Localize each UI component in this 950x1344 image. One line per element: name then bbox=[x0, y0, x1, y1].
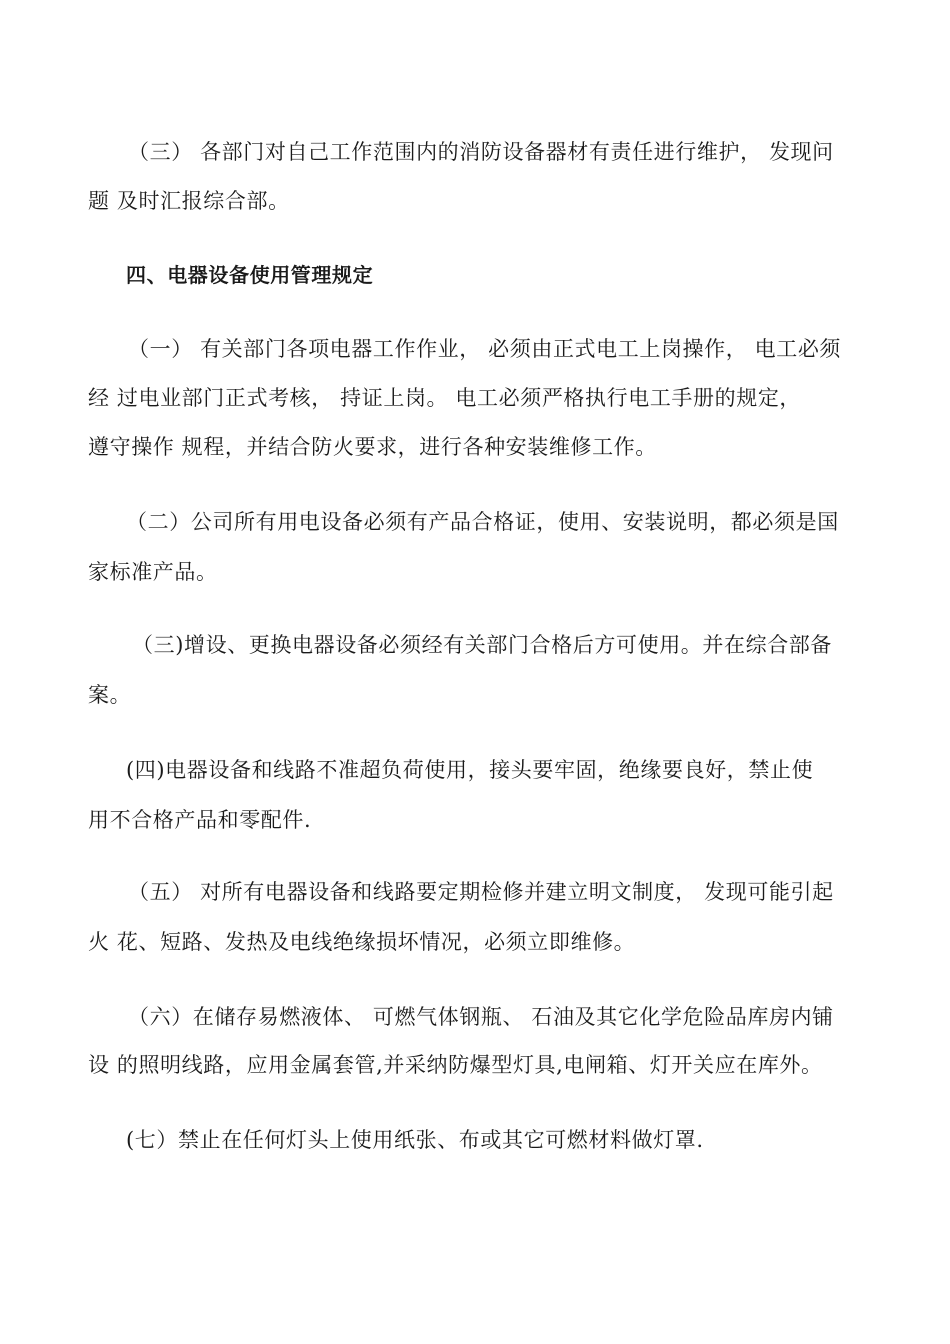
paragraph-item-6-line-2: 设 的照明线路，应用金属套管,并采纳防爆型灯具,电闸箱、灯开关应在库外。 bbox=[88, 1053, 823, 1077]
paragraph-item-4-line-2: 用不合格产品和零配件. bbox=[88, 808, 312, 832]
paragraph-item-6-line-1: （六）在储存易燃液体、 可燃气体钢瓶、 石油及其它化学危险品库房内铺 bbox=[128, 1005, 834, 1029]
paragraph-item-5-line-1: （五） 对所有电器设备和线路要定期检修并建立明文制度， 发现可能引起 bbox=[128, 880, 834, 904]
paragraph-item-4-line-1: (四)电器设备和线路不准超负荷使用，接头要牢固，绝缘要良好，禁止使 bbox=[126, 758, 814, 782]
section-heading: 四、电器设备使用管理规定 bbox=[126, 263, 374, 287]
paragraph-maintenance-line-1: （三） 各部门对自己工作范围内的消防设备器材有责任进行维护， 发现问 bbox=[128, 140, 834, 164]
paragraph-item-2-line-2: 家标准产品。 bbox=[88, 560, 218, 584]
paragraph-maintenance-line-2: 题 及时汇报综合部。 bbox=[88, 189, 290, 213]
paragraph-item-7-line-1: (七）禁止在任何灯头上使用纸张、布或其它可燃材料做灯罩. bbox=[126, 1128, 704, 1152]
paragraph-item-3-line-1: （三)增设、更换电器设备必须经有关部门合格后方可使用。并在综合部备 bbox=[132, 633, 832, 657]
paragraph-item-1-line-2: 经 过电业部门正式考核， 持证上岗。 电工必须严格执行电工手册的规定， bbox=[88, 386, 802, 410]
paragraph-item-5-line-2: 火 花、短路、发热及电线绝缘损坏情况，必须立即维修。 bbox=[88, 930, 636, 954]
paragraph-item-3-line-2: 案。 bbox=[88, 683, 132, 707]
paragraph-item-1-line-3: 遵守操作 规程，并结合防火要求，进行各种安装维修工作。 bbox=[88, 435, 657, 459]
paragraph-item-1-line-1: （一） 有关部门各项电器工作作业， 必须由正式电工上岗操作， 电工必须 bbox=[128, 337, 842, 361]
paragraph-item-2-line-1: （二）公司所有用电设备必须有产品合格证，使用、安装说明，都必须是国 bbox=[126, 510, 839, 534]
